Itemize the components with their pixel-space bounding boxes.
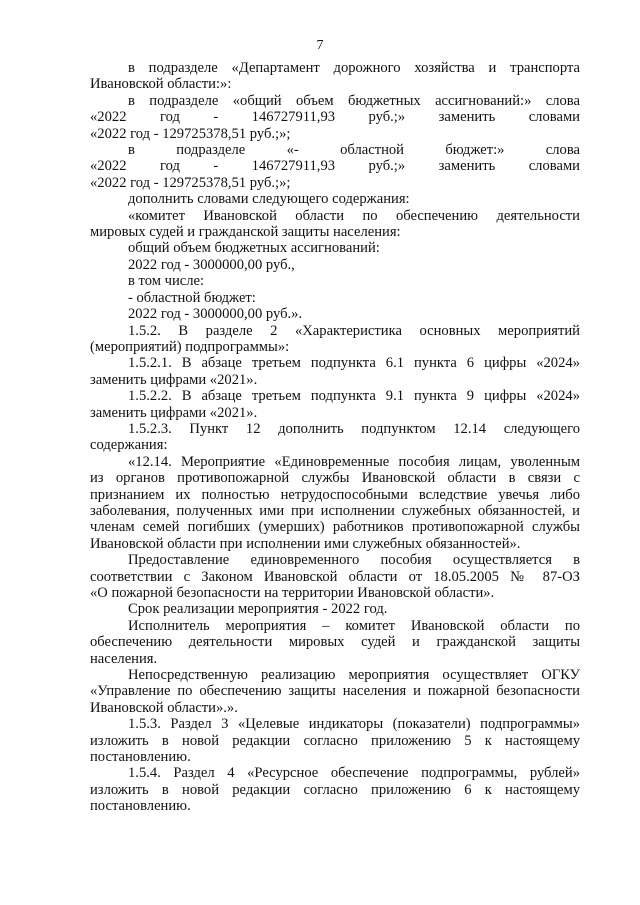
text-line: постановлению. xyxy=(90,749,191,766)
text-line: 1.5.2. В разделе 2 «Характеристика основных мероприятий xyxy=(128,322,580,339)
text-line: «комитет Ивановской области по обеспечению деятельности xyxy=(128,207,580,224)
text-line: в подразделе «общий объем бюджетных ассигнований:» слова xyxy=(128,92,580,109)
text-line: населения. xyxy=(90,650,158,667)
document-body xyxy=(90,60,580,815)
text-line: заменить цифрами «2021». xyxy=(90,371,258,388)
text-line: изложить в новой редакции согласно приложению 5 к настоящему xyxy=(90,732,580,749)
text-line: (мероприятий) подпрограммы»: xyxy=(90,338,290,355)
text-line: 2022 год - 3000000,00 руб., xyxy=(128,256,295,273)
text-line: общий объем бюджетных ассигнований: xyxy=(128,240,380,257)
text-line: в том числе: xyxy=(128,273,205,290)
text-line: Предоставление единовременного пособия осуществляется в xyxy=(128,552,580,569)
text-line: постановлению. xyxy=(90,798,191,815)
text-line: «О пожарной безопасности на территории Ивановской области». xyxy=(90,585,495,601)
text-line: «2022 год - 129725378,51 руб.;»; xyxy=(90,174,291,191)
text-line: «2022 год - 146727911,93 руб.;» заменить словами xyxy=(90,109,580,126)
text-line: содержания: xyxy=(90,437,168,454)
text-line: 1.5.3. Раздел 3 «Целевые индикаторы (показатели) подпрограммы» xyxy=(128,716,580,733)
text-line: в подразделе «- областной бюджет:» слова xyxy=(128,142,580,159)
text-line: «Управление по обеспечению защиты населения и пожарной безопасности xyxy=(90,683,580,700)
text-line: Исполнитель мероприятия – комитет Ивановской области по xyxy=(128,617,580,634)
text-line: Непосредственную реализацию мероприятия осуществляет ОГКУ xyxy=(128,667,580,684)
text-line: 1.5.4. Раздел 4 «Ресурсное обеспечение подпрограммы, рублей» xyxy=(128,765,580,782)
text-line: Ивановской области:»: xyxy=(90,76,232,93)
text-line: 2022 год - 3000000,00 руб.». xyxy=(128,306,303,323)
text-line: «12.14. Мероприятие «Единовременные пособия лицам, уволенным xyxy=(128,453,580,470)
text-line: - областной бюджет: xyxy=(128,289,256,306)
text-line: «2022 год - 146727911,93 руб.;» заменить словами xyxy=(90,158,580,175)
text-line: Срок реализации мероприятия - 2022 год. xyxy=(128,601,388,618)
text-line: 1.5.2.3. Пункт 12 дополнить подпунктом 12.14 следующего xyxy=(128,420,580,437)
text-line: членам семей погибших (умерших) работников противопожарной службы xyxy=(90,519,580,536)
text-line: заболевания, полученных ими при исполнении служебных обязанностей, и xyxy=(90,502,580,519)
text-line: 1.5.2.2. В абзаце третьем подпункта 9.1 пункта 9 цифры «2024» xyxy=(128,388,580,405)
text-line: из органов противопожарной службы Ивановской области в связи с xyxy=(90,470,580,487)
text-line: Ивановской области».». xyxy=(90,699,238,716)
text-line: изложить в новой редакции согласно приложению 6 к настоящему xyxy=(90,781,580,798)
text-line: признанием их полностью нетрудоспособными вследствие увечья либо xyxy=(90,486,580,503)
text-line: соответствии с Законом Ивановской области от 18.05.2005 № 87-ОЗ xyxy=(90,568,580,585)
text-line: в подразделе «Департамент дорожного хозяйства и транспорта xyxy=(128,60,580,76)
text-line: заменить цифрами «2021». xyxy=(90,404,258,421)
page-number: 7 xyxy=(316,38,324,53)
text-line: 1.5.2.1. В абзаце третьем подпункта 6.1 пункта 6 цифры «2024» xyxy=(128,355,580,372)
text-line: мировых судей и гражданской защиты населения: xyxy=(90,224,401,241)
text-line: Ивановской области при исполнении ими служебных обязанностей». xyxy=(90,535,521,552)
text-line: дополнить словами следующего содержания: xyxy=(128,191,410,208)
text-line: обеспечению деятельности мировых судей и гражданской защиты xyxy=(90,634,580,651)
text-line: «2022 год - 129725378,51 руб.;»; xyxy=(90,125,291,142)
